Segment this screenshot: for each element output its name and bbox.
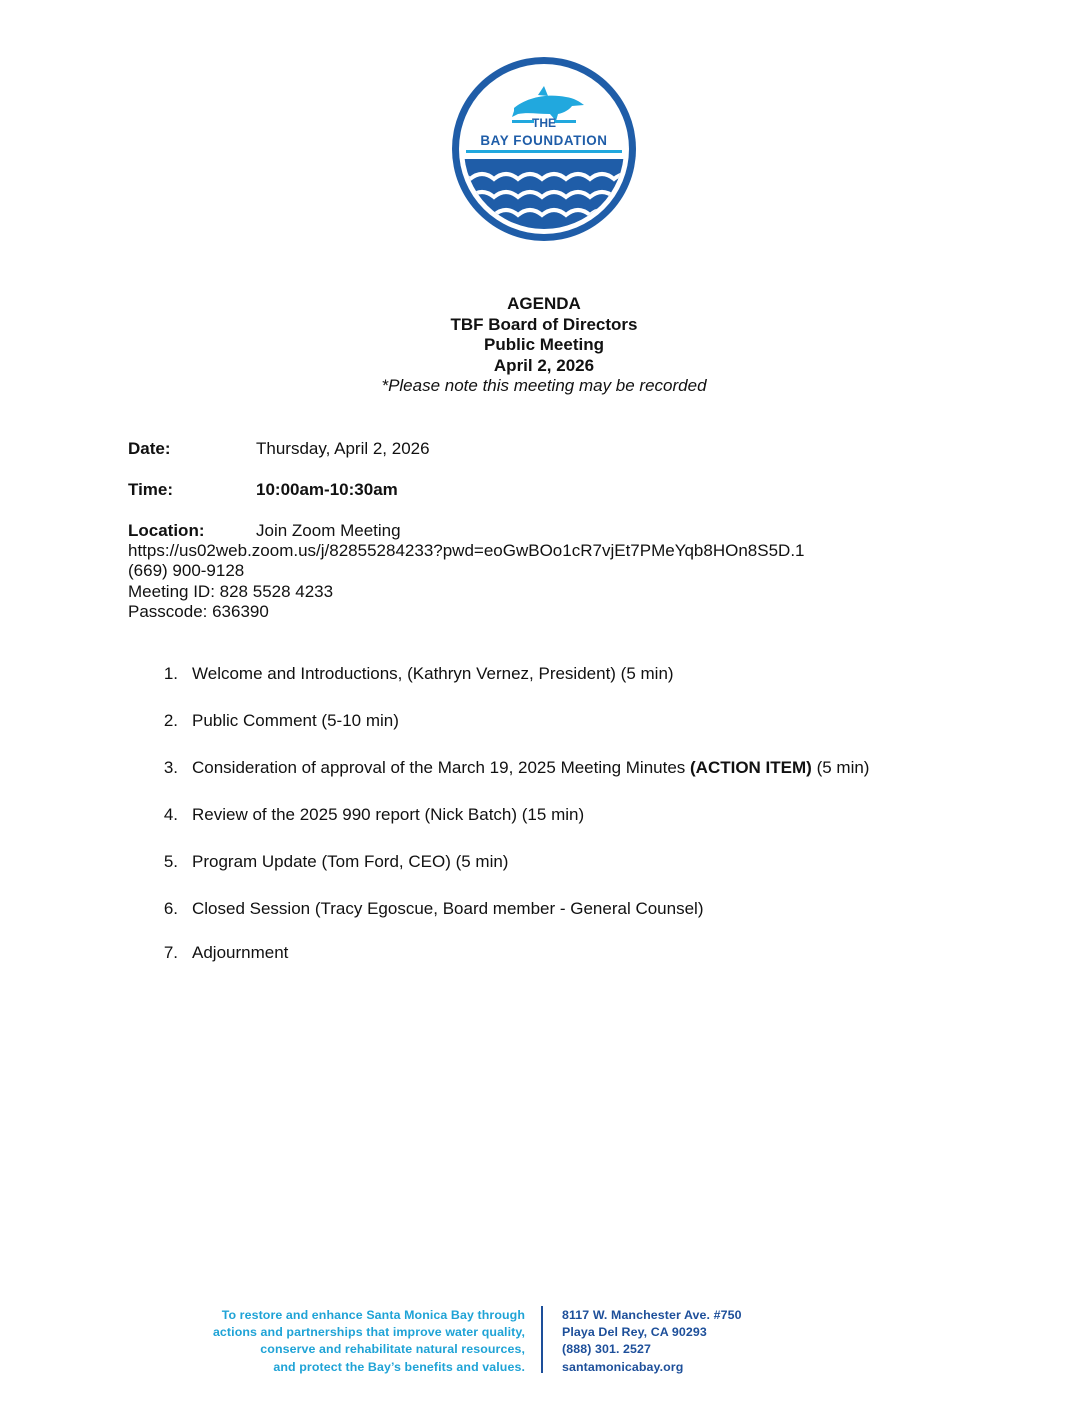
agenda-item-number: 6. [163, 899, 178, 918]
footer-divider [541, 1306, 543, 1373]
time-value: 10:00am-10:30am [256, 480, 398, 499]
date-row [128, 439, 430, 459]
agenda-item-text: Welcome and Introductions, (Kathryn Vernez, President) (5 min) [192, 664, 674, 683]
footer-address [562, 1307, 742, 1376]
location-label: Location: [128, 521, 205, 540]
location-row [128, 521, 401, 541]
agenda-item-text: Closed Session (Tracy Egoscue, Board member - General Counsel) [192, 899, 704, 918]
time-row [128, 480, 398, 500]
agenda-item-text: Program Update (Tom Ford, CEO) (5 min) [192, 852, 509, 871]
footer-mission [100, 1307, 525, 1376]
recording-note: *Please note this meeting may be recorded [381, 376, 707, 396]
agenda-item-text: Adjournment [192, 943, 289, 962]
address-website[interactable]: santamonicabay.org [562, 1359, 684, 1374]
bay-foundation-logo [446, 51, 642, 247]
agenda-item-number: 5. [163, 852, 178, 871]
agenda-title: AGENDA [507, 294, 581, 313]
agenda-item-text: Consideration of approval of the March 19, 2025 Meeting Minutes [192, 758, 691, 777]
agenda-item-number: 4. [163, 805, 178, 824]
date-value: Thursday, April 2, 2026 [256, 439, 430, 458]
agenda-item-number: 7. [163, 943, 178, 962]
agenda-item-duration: (5 min) [811, 758, 870, 777]
location-value: Join Zoom Meeting [256, 521, 401, 540]
address-street: 8117 W. Manchester Ave. #750 [562, 1308, 742, 1322]
zoom-meeting-id: Meeting ID: 828 5528 4233 [128, 581, 334, 601]
time-label: Time: [128, 480, 174, 499]
agenda-item-text: Public Comment (5-10 min) [192, 711, 399, 730]
mission-line: and protect the Bay’s benefits and values. [273, 1359, 525, 1374]
agenda-item-number: 3. [163, 758, 178, 777]
agenda-item-text-wrap [192, 758, 869, 778]
meeting-date: April 2, 2026 [493, 355, 595, 375]
zoom-link[interactable]: https://us02web.zoom.us/j/82855284233?pwd=eoGwBOo1cR7vjEt7PMeYqb8HOn8S5D.1 [128, 541, 805, 560]
logo-text-name: BAY FOUNDATION [480, 133, 608, 148]
address-phone: (888) 301. 2527 [562, 1342, 651, 1357]
zoom-phone: (669) 900-9128 [128, 561, 245, 581]
mission-line: To restore and enhance Santa Monica Bay through [221, 1308, 525, 1322]
zoom-passcode: Passcode: 636390 [128, 601, 269, 621]
meeting-type: Public Meeting [484, 335, 604, 355]
logo-graphic [446, 51, 642, 247]
agenda-item-text: Review of the 2025 990 report (Nick Batch) (15 min) [192, 805, 585, 824]
address-city: Playa Del Rey, CA 90293 [562, 1325, 707, 1340]
action-item-label: (ACTION ITEM) [690, 758, 812, 777]
date-label: Date: [128, 439, 171, 458]
mission-line: actions and partnerships that improve water quality, [212, 1325, 525, 1340]
agenda-item-number: 1. [163, 664, 178, 683]
agenda-item-number: 2. [163, 711, 178, 730]
org-name: TBF Board of Directors [450, 314, 638, 334]
zoom-details [128, 541, 805, 622]
mission-line: conserve and rehabilitate natural resources, [260, 1342, 525, 1357]
agenda-header [0, 294, 1088, 397]
logo-text-the: THE [532, 116, 556, 130]
